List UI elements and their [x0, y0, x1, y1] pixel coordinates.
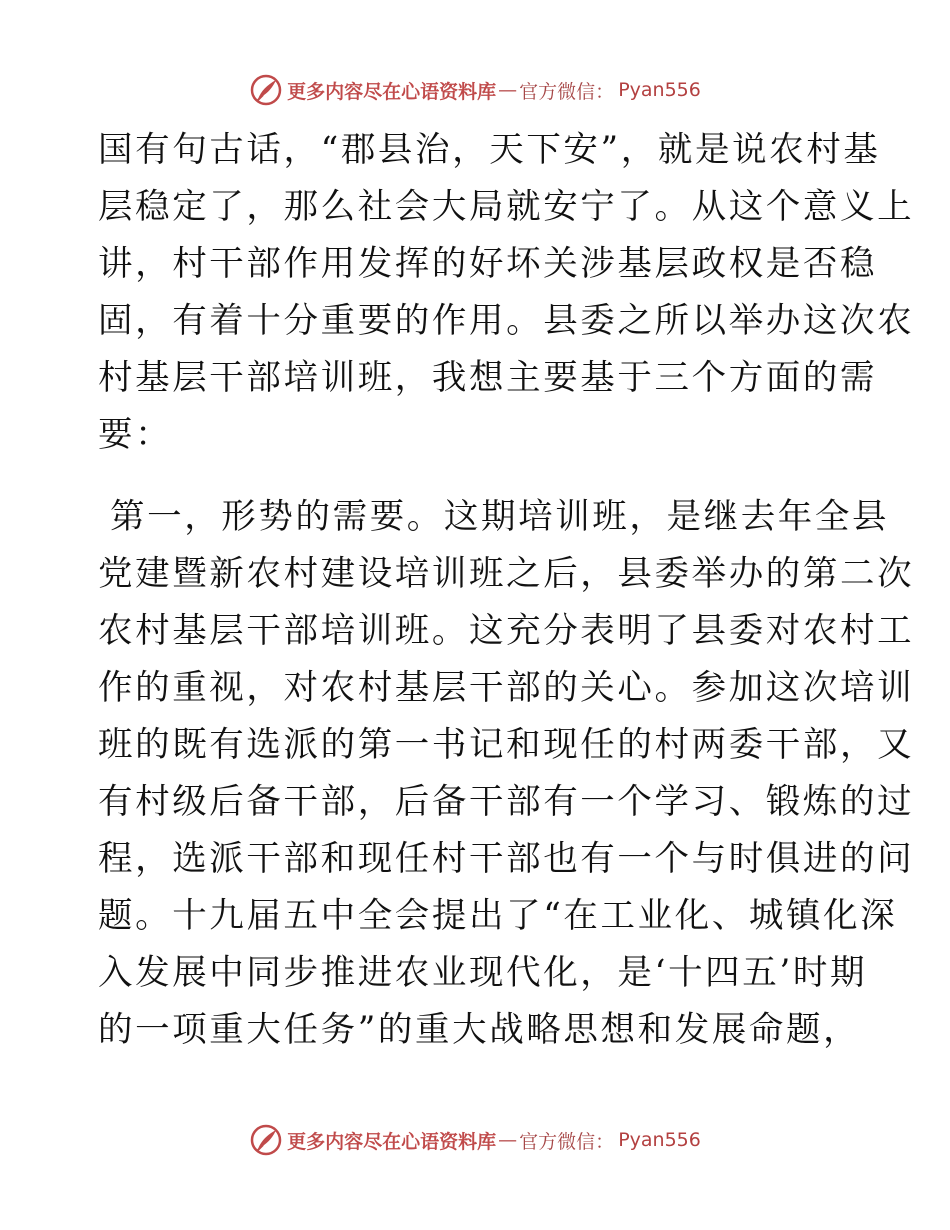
text-line: 固，有着十分重要的作用。县委之所以举办这次农 — [98, 301, 915, 341]
text-line: 入发展中同步推进农业现代化，是‘十四五’时期 — [98, 953, 868, 993]
banner-separator: — — [498, 1129, 518, 1151]
text-line: 的一项重大任务”的重大战略思想和发展命题， — [98, 1010, 861, 1050]
banner-wechat-id: Pyan556 — [618, 1129, 701, 1151]
text-line: 有村级后备干部，后备干部有一个学习、锻炼的过 — [98, 782, 915, 822]
text-line: 题。十九届五中全会提出了“在工业化、城镇化深 — [98, 896, 898, 936]
pen-feather-logo-icon — [249, 73, 283, 107]
paragraph-intro — [98, 122, 915, 464]
text-line: 程，选派干部和现任村干部也有一个与时俱进的问 — [98, 839, 915, 879]
text-line: 要： — [98, 415, 173, 455]
text-line: 班的既有选派的第一书记和现任的村两委干部，又 — [98, 725, 915, 765]
paragraph-first-point — [98, 489, 915, 1059]
footer-banner — [0, 1120, 950, 1160]
text-line: 第一，形势的需要。这期培训班，是继去年全县 — [110, 497, 890, 537]
text-line: 讲，村干部作用发挥的好坏关涉基层政权是否稳 — [98, 244, 878, 284]
paragraph-gap — [98, 464, 850, 489]
header-banner — [0, 70, 950, 110]
document-body — [98, 122, 915, 1059]
banner-wechat-label: 官方微信： — [519, 1130, 615, 1153]
text-line: 层稳定了，那么社会大局就安宁了。从这个意义上 — [98, 187, 915, 227]
banner-brand-text: 更多内容尽在心语资料库 — [287, 1130, 497, 1153]
pen-feather-logo-icon — [249, 1123, 283, 1157]
text-line: 国有句古话，“郡县治，天下安”，就是说农村基 — [98, 130, 881, 170]
banner-brand-text: 更多内容尽在心语资料库 — [287, 80, 497, 103]
text-line: 农村基层干部培训班。这充分表明了县委对农村工 — [98, 611, 915, 651]
banner-wechat-label: 官方微信： — [519, 80, 615, 103]
text-line: 村基层干部培训班，我想主要基于三个方面的需 — [98, 358, 878, 398]
text-line: 作的重视，对农村基层干部的关心。参加这次培训 — [98, 668, 915, 708]
banner-wechat-id: Pyan556 — [618, 79, 701, 101]
banner-separator: — — [498, 79, 518, 101]
text-line: 党建暨新农村建设培训班之后，县委举办的第二次 — [98, 554, 915, 594]
